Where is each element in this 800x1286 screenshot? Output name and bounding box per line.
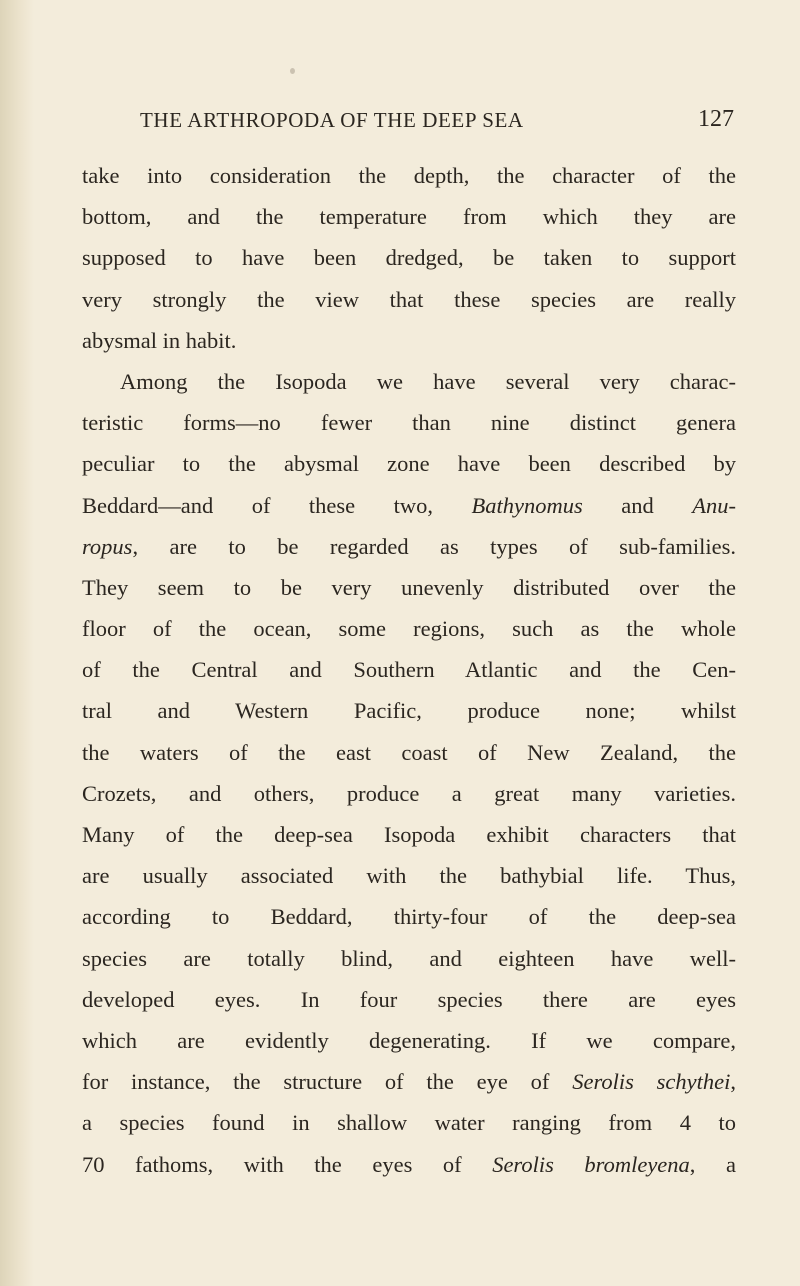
text-run: floor of the ocean, some regions, such as the whole — [82, 616, 736, 642]
species-name-serolis-bromleyena: Serolis bromleyena — [492, 1151, 690, 1177]
running-title: THE ARTHROPODA OF THE DEEP SEA — [140, 108, 524, 132]
text-line-paragraph-end — [82, 320, 736, 361]
genus-name-anuropus: ropus — [82, 533, 133, 559]
text-run: They seem to be very unevenly distributed over the — [82, 574, 736, 600]
text-run: Many of the deep-sea Isopoda exhibit characters that — [82, 822, 736, 847]
text-run: , a — [689, 1151, 736, 1177]
text-run: developed eyes. In four species there are eyes — [82, 986, 736, 1012]
text-run: the waters of the east coast of New Zealand, the — [82, 739, 736, 765]
genus-name-anuropus: Anu- — [692, 492, 736, 518]
text-line — [82, 690, 736, 731]
text-line — [82, 814, 736, 855]
text-line — [82, 155, 736, 196]
text-run: for instance, the structure of the eye of — [82, 1069, 573, 1095]
text-line — [82, 938, 736, 979]
text-line-paragraph-start — [82, 361, 736, 402]
body-text — [82, 155, 736, 1185]
text-run: tral and Western Pacific, produce none; whilst — [82, 698, 736, 724]
text-run: according to Beddard, thirty-four of the deep-sea — [82, 904, 736, 930]
text-line — [82, 608, 736, 649]
text-line — [82, 1144, 736, 1185]
text-line — [82, 279, 736, 320]
text-line — [82, 732, 736, 773]
text-line — [82, 485, 736, 526]
text-line — [82, 979, 736, 1020]
page-number: 127 — [698, 106, 734, 132]
text-run: 70 fathoms, with the eyes of — [82, 1151, 493, 1177]
text-run: which are evidently degenerating. If we compare, — [82, 1027, 736, 1053]
text-line — [82, 649, 736, 690]
text-run: species are totally blind, and eighteen have well- — [82, 945, 736, 971]
species-name-serolis-schythei: Serolis schythei — [572, 1069, 731, 1095]
text-line — [82, 443, 736, 484]
text-run: very strongly the view that these species are really — [82, 286, 736, 312]
text-run: supposed to have been dredged, be taken to support — [82, 245, 736, 271]
text-run: a species found in shallow water ranging from 4 to — [82, 1110, 736, 1136]
text-line — [82, 1020, 736, 1061]
text-line — [82, 196, 736, 237]
text-run: bottom, and the temperature from which they are — [82, 204, 736, 230]
text-line — [82, 526, 736, 567]
text-run: take into consideration the depth, the character of the — [82, 163, 736, 188]
text-run: and — [582, 492, 693, 518]
text-run: Among the Isopoda we have several very charac- — [120, 368, 736, 394]
text-run: abysmal in habit. — [82, 327, 237, 353]
text-line — [82, 1102, 736, 1143]
text-run: , are to be regarded as types of sub-families. — [132, 533, 736, 559]
running-head — [140, 108, 734, 142]
text-run: of the Central and Southern Atlantic and the Cen- — [82, 657, 736, 683]
genus-name-bathynomus: Bathynomus — [471, 492, 583, 518]
text-line — [82, 567, 736, 608]
text-run: Crozets, and others, produce a great many varieties. — [82, 780, 736, 806]
text-run: teristic forms—no fewer than nine distinct genera — [82, 410, 736, 436]
text-line — [82, 402, 736, 443]
text-line — [82, 855, 736, 896]
text-line — [82, 773, 736, 814]
text-line — [82, 896, 736, 937]
text-line — [82, 237, 736, 278]
text-line — [82, 1061, 736, 1102]
text-run: peculiar to the abysmal zone have been described by — [82, 451, 736, 477]
text-run: are usually associated with the bathybial life. Thus, — [82, 863, 736, 889]
text-run: , — [730, 1069, 736, 1095]
text-run: Beddard—and of these two, — [82, 492, 472, 518]
